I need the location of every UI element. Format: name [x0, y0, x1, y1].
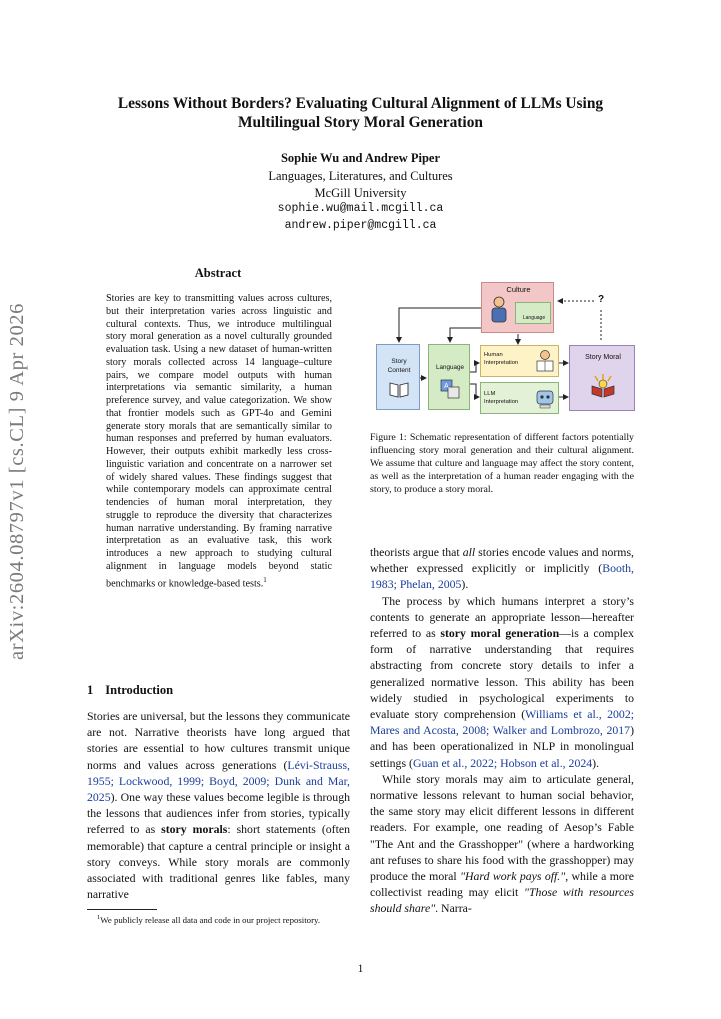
citation-link[interactable]: Guan et al., 2022; Hobson et al., 2024: [412, 755, 593, 770]
email-2[interactable]: andrew.piper@mcgill.ca: [284, 218, 437, 232]
culture-label: Culture: [506, 285, 531, 294]
text-run: The process by which humans interpret a story’s contents to generate an appropriate lesson—hereafter referred to as: [370, 593, 634, 641]
story-content-label-1: Story: [391, 358, 407, 365]
title-line-1: Lessons Without Borders? Evaluating Cultural Alignment of LLMs Using: [117, 95, 604, 112]
story-content-box: [376, 344, 420, 410]
footnote-mark: 1: [97, 914, 101, 921]
text-run: —is a complex form of narrative understanding that requires abstracting from concrete story details to infer a generalized normative lesson. This ability has been widely studied in psychological experiments to evaluate story comprehension (: [370, 626, 635, 722]
question-mark: ?: [598, 294, 605, 305]
emphasis: "Those with resources should share": [370, 885, 635, 916]
text-run: ).: [592, 755, 600, 770]
text-run: ).: [461, 577, 469, 592]
text-run: While story morals may aim to articulate general, normative lessons relevant to human social behavior, the same story may elicit different lessons in different readers. For example, one reading of Aesop’s Fable "The Ant and the Grasshopper" (where a hardworking ant refuses to share his food with the grasshopper) may produce the moral: [370, 771, 634, 884]
text-run: , while a more collectivist reading may elicit: [370, 869, 634, 900]
paper-title: [60, 94, 661, 132]
section-number: 1: [87, 683, 94, 697]
translate-icon: [440, 379, 460, 404]
text-run: stories encode values and norms, whether expressed explicitly or implicitly (: [370, 545, 635, 576]
reader-icon: [534, 349, 556, 378]
culture-box: [481, 282, 554, 333]
language-label: Language: [435, 364, 465, 371]
footnote-rule: [87, 909, 157, 910]
footnote: [87, 912, 351, 926]
story-moral-box: [569, 345, 635, 411]
citation-link[interactable]: Lévi-Strauss, 1955; Lockwood, 1999; Boyd, 2009; Dunk and Mar, 2025: [87, 757, 350, 805]
emphasis: all: [462, 545, 476, 559]
intro-left-column: [87, 708, 350, 902]
title-line-2: Multilingual Story Moral Generation: [238, 114, 483, 131]
abstract-body: [106, 293, 332, 591]
person-icon: [488, 295, 510, 325]
right-paragraph-2: [370, 593, 634, 771]
citation-link[interactable]: Williams et al., 2002; Mares and Acosta, 2008; Walker and Lombrozo, 2017: [370, 707, 634, 738]
text-run: Stories are universal, but the lessons they communicate are not. Narrative theorists have long argued that stories are essential to how cultures transmit unique norms and values across generations (: [87, 709, 350, 772]
footnote-text: We publicly release all data and code in our project repository.: [100, 914, 321, 925]
section-title: Introduction: [105, 683, 174, 697]
moral-book-icon: [589, 372, 617, 403]
email-1[interactable]: sophie.wu@mail.mcgill.ca: [277, 202, 444, 215]
abstract-footnote-mark[interactable]: 1: [263, 575, 267, 584]
human-interp-label-2: Interpretation: [484, 360, 519, 366]
human-interp-label-1: Human: [484, 352, 503, 358]
llm-interp-label-1: LLM: [484, 391, 496, 397]
book-icon: [388, 380, 410, 403]
text-run: theorists argue that: [370, 545, 463, 559]
abstract-text: Stories are key to transmitting values across cultures, but their interpretation varies across linguistic and cultural contexts. Thus, we introduce multilingual story moral generation as a novel culturally grounded evaluation task. Using a new dataset of human-written story morals collected across 14 language–culture pairs, we compare model outputs with human interpretations via semantic similarity, a human preference survey, and value categorization. We show that frontier models such as GPT-4o and Gemini generate story morals that are semantically similar to human responses and preferred by human evaluators. However, their outputs exhibit markedly less cross-linguistic variation and concentrate on a narrower set of widely shared values. These findings suggest that while contemporary models can approximate central tendencies of human moral interpretation, they struggle to reproduce the diversity that characterizes human narrative understanding. By framing narrative interpretation as an evaluative task, this work introduces a new approach to studying cultural alignment in language models beyond static benchmarks or knowledge-based tests.: [106, 293, 332, 589]
language-inner-label: Language: [522, 315, 546, 321]
language-inner-box: [515, 302, 551, 324]
human-interpretation-box: [480, 345, 559, 377]
emphasis: "Hard work pays off.": [460, 869, 566, 884]
language-box: [428, 344, 470, 410]
figure-caption: Figure 1: Schematic representation of different factors potentially influencing story moral generation and their cultural alignment. We assume that culture and language may affect the story content, as well as the interpretation of a human reader engaging with the story, to produce a story moral.: [370, 432, 634, 495]
text-run: ). One way these values become legible is through the lessons that audiences infer from stories, typically referred to as: [87, 790, 350, 837]
text-run: ) and has been operationalized in NLP in monolingual settings (: [370, 723, 634, 770]
right-paragraph-1: [370, 544, 634, 593]
affiliation: [60, 168, 661, 234]
story-moral-label: Story Moral: [585, 354, 621, 361]
text-run: . Narra-: [435, 901, 472, 916]
robot-icon: [534, 387, 556, 414]
bold-term: story moral generation: [440, 626, 560, 641]
llm-interpretation-box: [480, 382, 559, 414]
right-paragraph-3: [370, 771, 634, 917]
section-heading: [87, 683, 173, 698]
abstract-heading: Abstract: [194, 266, 242, 280]
citation-link[interactable]: Booth, 1983; Phelan, 2005: [370, 561, 634, 592]
intro-paragraph-1: [87, 708, 350, 902]
figure-1: [372, 280, 638, 420]
llm-interp-label-2: Interpretation: [484, 399, 519, 405]
page-number: 1: [357, 963, 364, 975]
affiliation-dept: Languages, Literatures, and Cultures: [268, 169, 453, 183]
intro-right-column: [370, 544, 634, 917]
bold-term: story morals: [161, 822, 228, 837]
text-run: : short statements (often memorable) that capture a central principle or insight a story conveys. While story morals are commonly associated with traditional genres like fables, many narrative: [87, 822, 351, 902]
svg-text:A: A: [444, 383, 449, 390]
arxiv-stamp: arXiv:2604.08797v1 [cs.CL] 9 Apr 2026: [6, 303, 28, 660]
authors: Sophie Wu and Andrew Piper: [280, 151, 441, 165]
affiliation-university: McGill University: [314, 185, 407, 200]
story-content-label-2: Content: [387, 367, 411, 374]
